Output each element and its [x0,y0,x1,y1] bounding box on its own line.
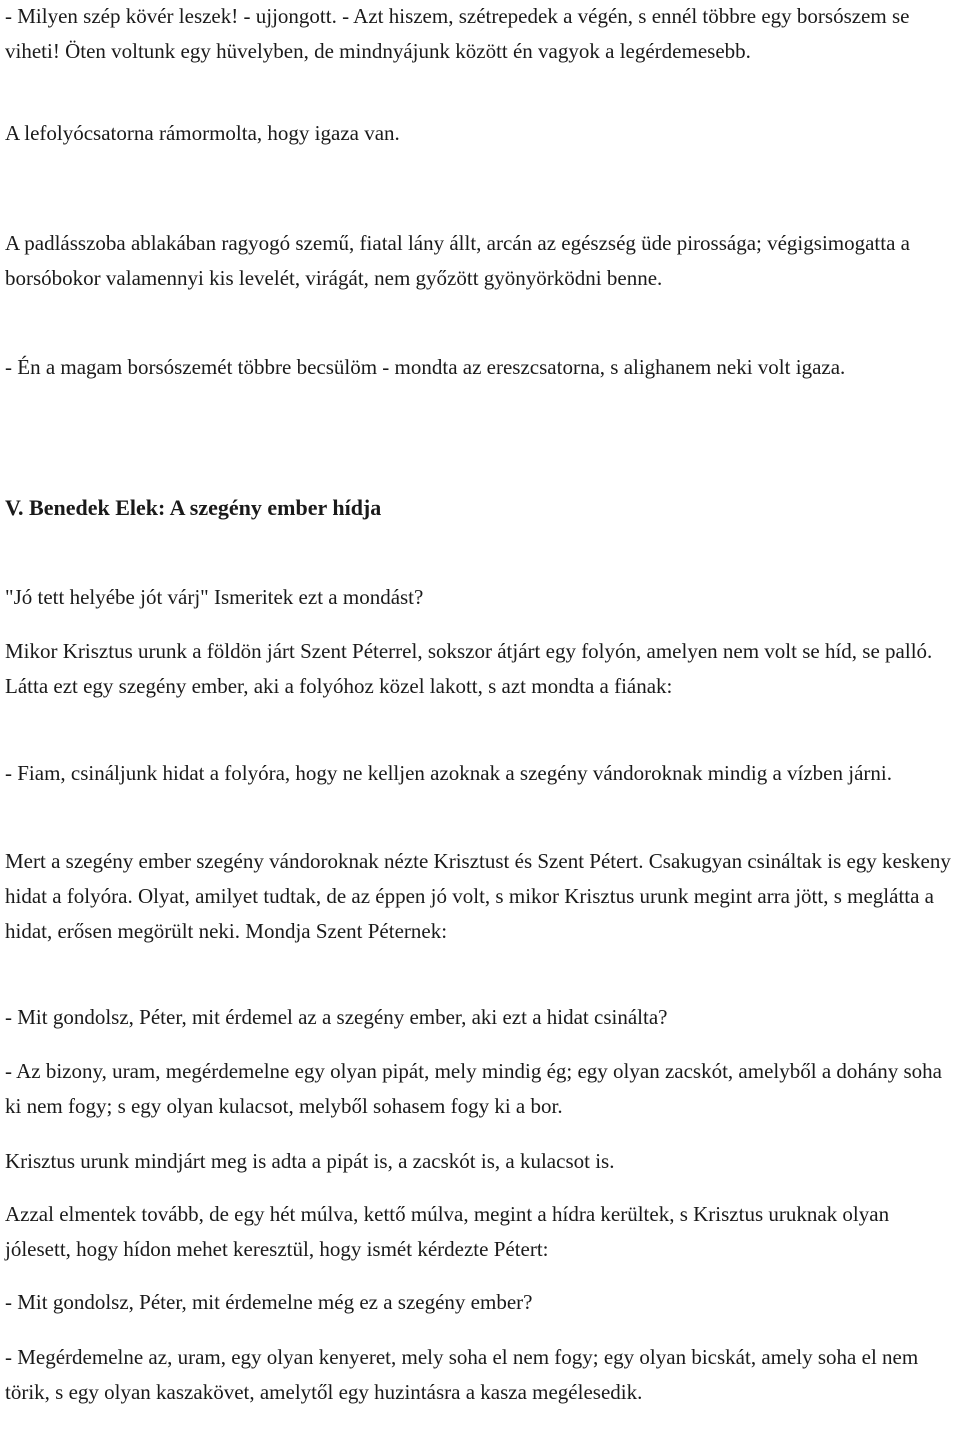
paragraph-saying: "Jó tett helyébe jót várj" Ismeritek ezt a mondást? [5,585,424,609]
paragraph-return-trip: Azzal elmentek tovább, de egy hét múlva, kettő múlva, megint a hídra kerültek, s Krisztus uruknak olyan jólesett, hogy hídon mehet keresztül, hogy ismét kérdezte Pétert: [5,1202,890,1261]
section-title: V. Benedek Elek: A szegény ember hídja [5,495,382,520]
paragraph-attic-girl: A padlásszoba ablakában ragyogó szemű, fiatal lány állt, arcán az egészség üde pirossága; végigsimogatta a borsóbokor valamennyi kis levelét, virágát, nem győzött gyönyörködni benne. [5,231,910,290]
paragraph-first-answer: - Az bizony, uram, megérdemelne egy olyan pipát, mely mindig ég; egy olyan zacskót, amelyből a dohány soha ki nem fogy; s egy olyan kulacsot, melyből sohasem fogy ki a bor. [5,1059,942,1118]
paragraph-second-answer: - Megérdemelne az, uram, egy olyan kenyeret, mely soha el nem fogy; egy olyan bicskát, amely soha el nem törik, s egy olyan kaszakövet, amelytől egy huzintásra a kasza megélesedik. [5,1345,919,1404]
paragraph-gutter-reply: A lefolyócsatorna rámormolta, hogy igaza van. [5,121,400,145]
paragraph-eaves-reply: - Én a magam borsószemét többre becsülöm - mondta az ereszcsatorna, s alighanem neki volt igaza. [5,355,846,379]
paragraph-intro-quote: - Milyen szép kövér leszek! - ujjongott. - Azt hiszem, szétrepedek a végén, s ennél többre egy borsószem se viheti! Öten voltunk egy hüvelyben, de mindnyájunk között én vagyok a legérdemesebb. [5,4,910,63]
paragraph-gifts-given: Krisztus urunk mindjárt meg is adta a pipát is, a zacskót is, a kulacsot is. [5,1149,615,1173]
paragraph-second-question: - Mit gondolsz, Péter, mit érdemelne még ez a szegény ember? [5,1290,533,1314]
paragraph-first-question: - Mit gondolsz, Péter, mit érdemel az a szegény ember, aki ezt a hidat csinálta? [5,1005,668,1029]
paragraph-river-crossing: Mikor Krisztus urunk a földön járt Szent Péterrel, sokszor átjárt egy folyón, amelyen nem volt se híd, se palló. Látta ezt egy szegény ember, aki a folyóhoz közel lakott, s azt mondta a fiának: [5,639,933,698]
paragraph-build-bridge: - Fiam, csináljunk hidat a folyóra, hogy ne kelljen azoknak a szegény vándoroknak mindig a vízben járni. [5,761,892,785]
paragraph-narrow-bridge: Mert a szegény ember szegény vándoroknak nézte Krisztust és Szent Pétert. Csakugyan csináltak is egy keskeny hidat a folyóra. Olyat, amilyet tudtak, de az éppen jó volt, s mikor Krisztus urunk megint arra jött, s meglátta a hidat, erősen megörült neki. Mondja Szent Péternek: [5,849,951,943]
